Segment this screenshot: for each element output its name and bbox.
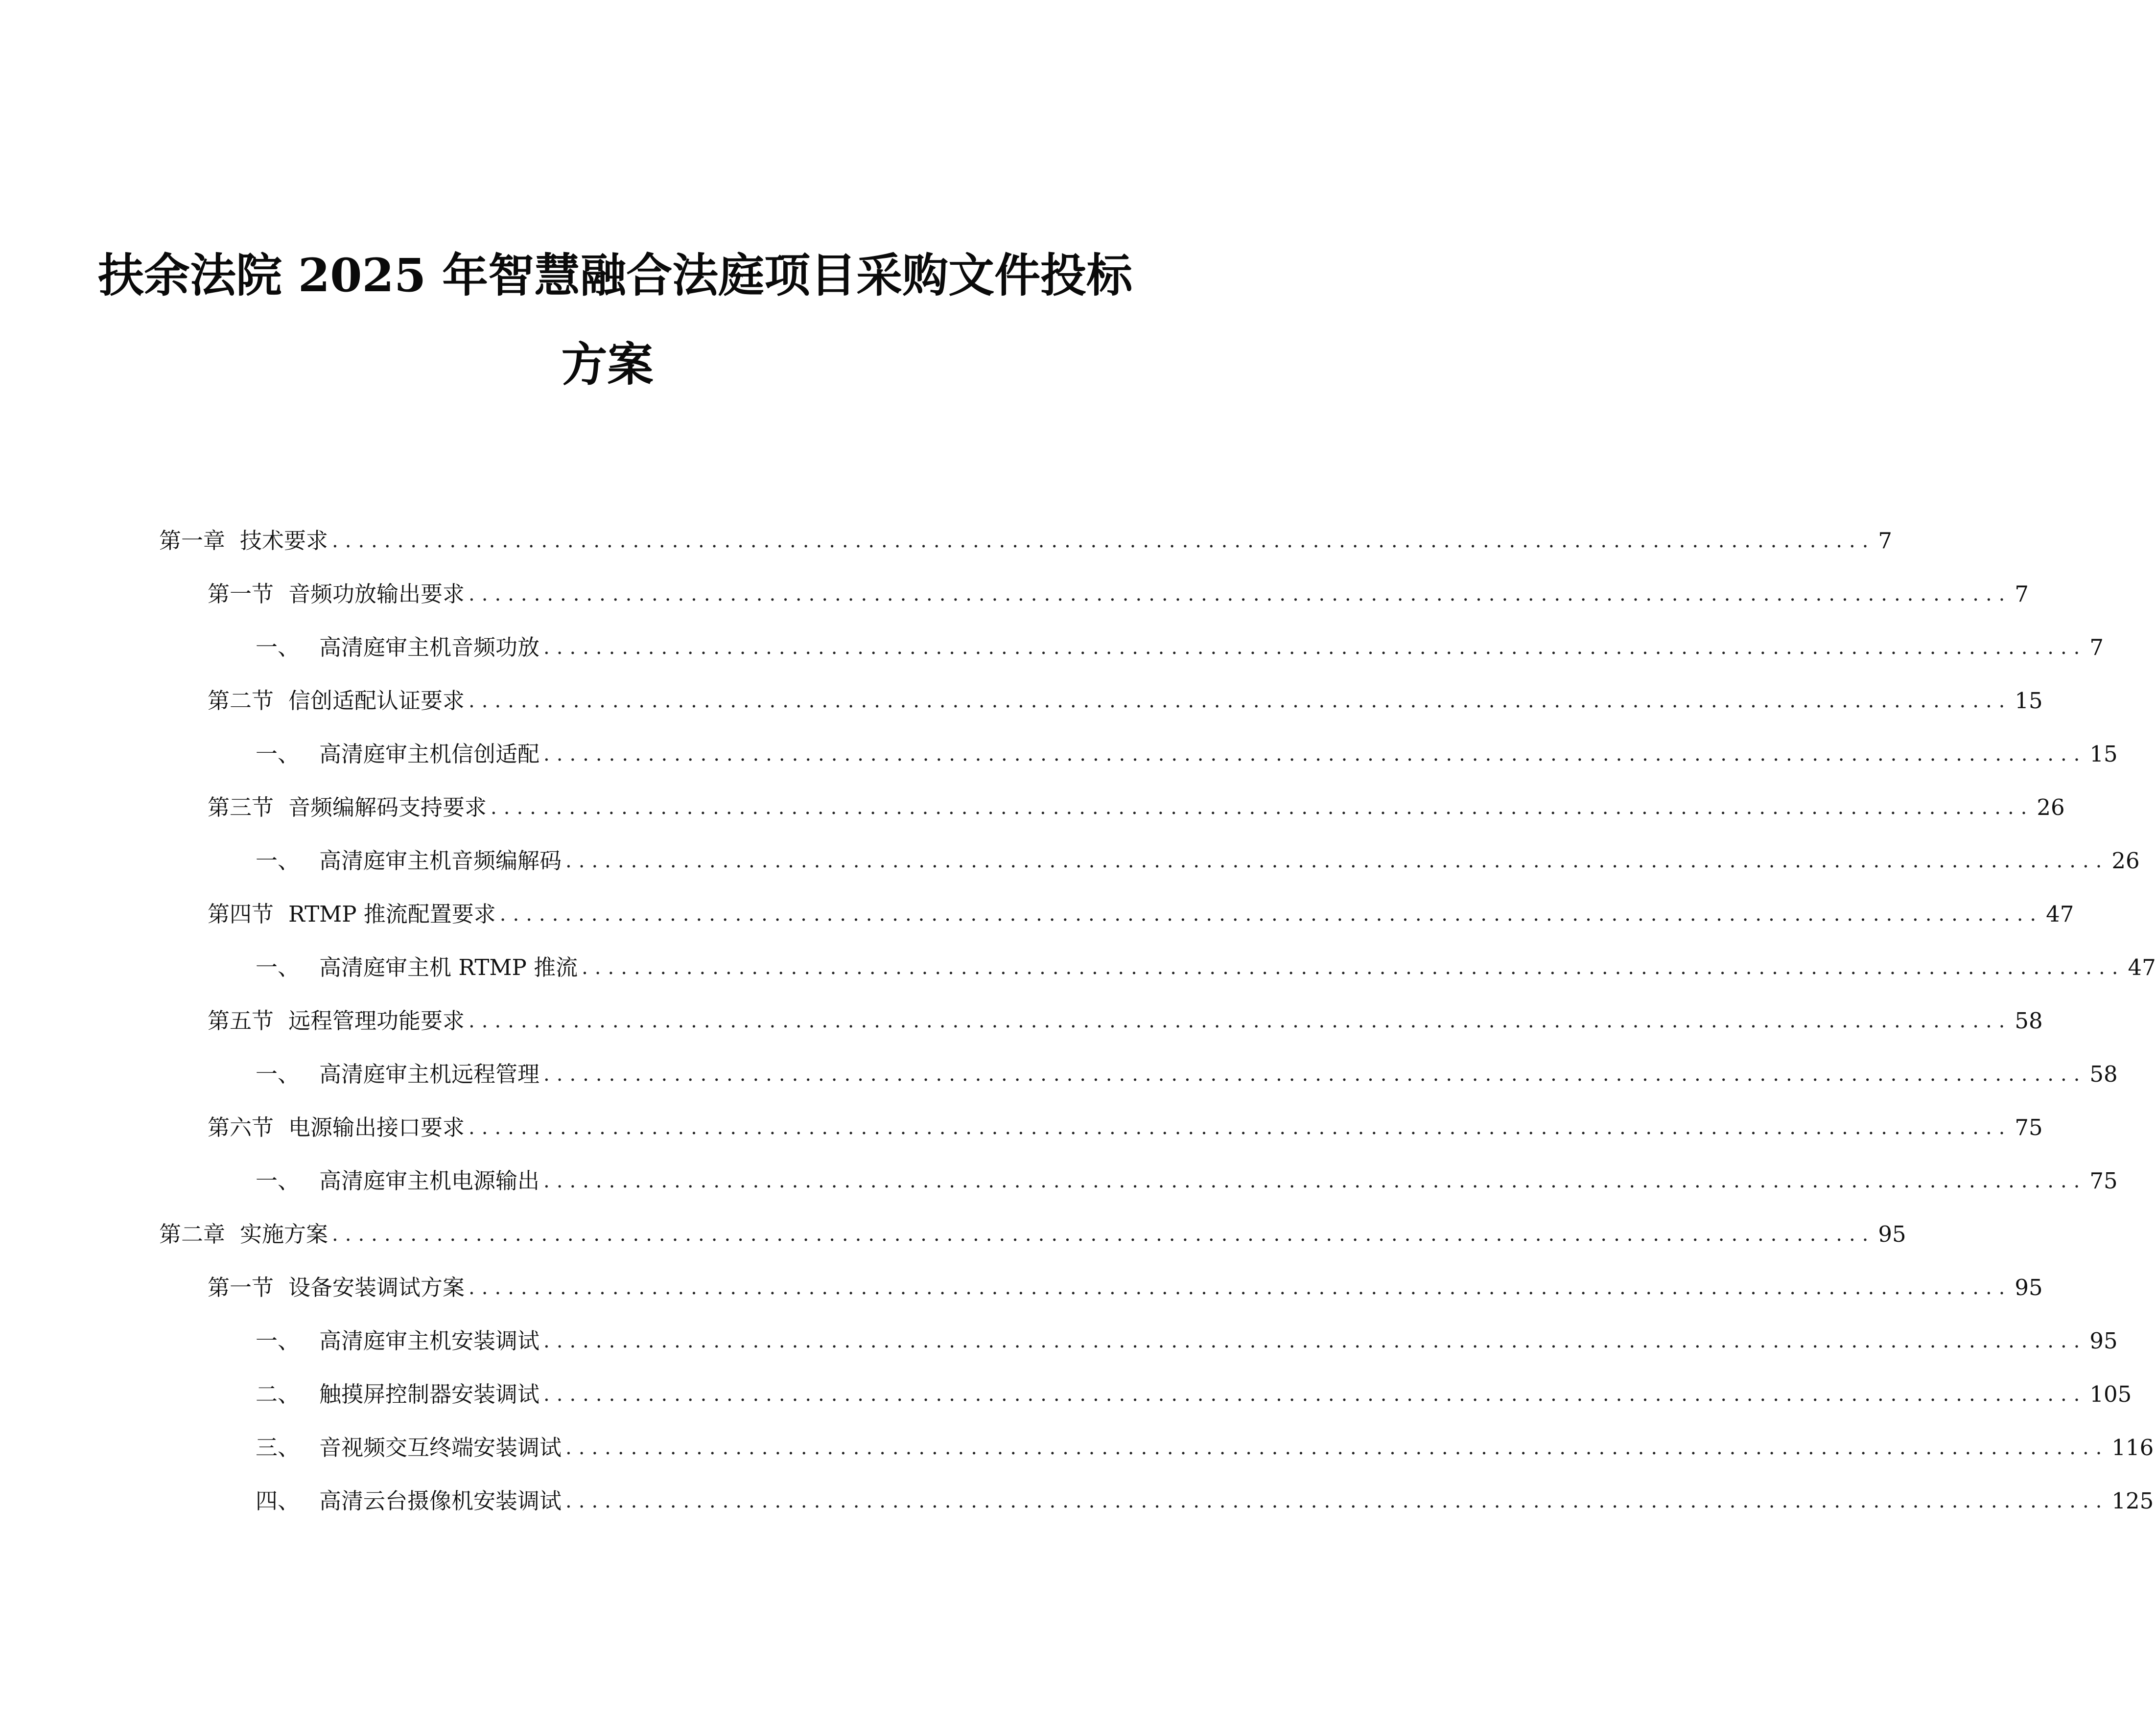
toc-entry[interactable] bbox=[208, 1004, 2043, 1038]
toc-leader-dots: ...................................................................................................................... bbox=[565, 1490, 2109, 1512]
toc-entry[interactable] bbox=[159, 1217, 1906, 1252]
toc-leader-dots: ...................................................................................................................... bbox=[565, 1437, 2109, 1459]
toc-entry-text: 触摸屏控制器安装调试 bbox=[319, 1381, 540, 1407]
toc-page-number: 26 bbox=[2037, 794, 2065, 820]
toc-entry[interactable] bbox=[256, 1431, 2154, 1465]
toc-entry-label bbox=[256, 1431, 565, 1465]
toc-entry-number: 第六节 bbox=[208, 1114, 274, 1140]
toc-entry[interactable] bbox=[256, 1324, 2118, 1358]
toc-page-number: 58 bbox=[2089, 1061, 2118, 1087]
toc-entry-number: 一、 bbox=[256, 1328, 300, 1354]
toc-entry-label bbox=[256, 1164, 543, 1198]
toc-entry[interactable] bbox=[256, 844, 2140, 878]
toc-leader-dots: ...................................................................................................................... bbox=[469, 690, 2012, 712]
toc-entry-text: 高清云台摄像机安装调试 bbox=[319, 1488, 562, 1514]
toc-entry[interactable] bbox=[256, 737, 2118, 771]
toc-entry-text: 音频功放输出要求 bbox=[288, 581, 465, 607]
toc-entry-number: 第一章 bbox=[159, 528, 226, 554]
toc-leader-dots: ...................................................................................................................... bbox=[543, 1170, 2087, 1192]
toc-entry-label bbox=[208, 1271, 469, 1305]
toc-entry[interactable] bbox=[208, 684, 2043, 718]
toc-leader-dots: ...................................................................................................................... bbox=[543, 1383, 2087, 1406]
toc-entry[interactable] bbox=[256, 951, 2156, 985]
toc-entry-text: 高清庭审主机音频编解码 bbox=[319, 848, 562, 874]
toc-page-number: 75 bbox=[2089, 1168, 2118, 1194]
toc-entry[interactable] bbox=[208, 790, 2065, 825]
toc-entry-number: 一、 bbox=[256, 741, 300, 767]
toc-leader-dots: ...................................................................................................................... bbox=[543, 636, 2087, 659]
toc-entry[interactable] bbox=[159, 524, 1893, 558]
toc-entry-label bbox=[159, 524, 332, 558]
toc-leader-dots: ...................................................................................................................... bbox=[469, 1010, 2012, 1032]
toc-leader-dots: ...................................................................................................................... bbox=[469, 1116, 2012, 1139]
toc-entry[interactable] bbox=[256, 1484, 2154, 1518]
toc-entry-label bbox=[256, 737, 543, 771]
toc-page-number: 7 bbox=[2089, 634, 2104, 660]
toc-entry[interactable] bbox=[256, 1164, 2118, 1198]
toc-entry-text: 电源输出接口要求 bbox=[288, 1114, 465, 1140]
toc-entry-label bbox=[208, 790, 491, 825]
toc-leader-dots: ...................................................................................................................... bbox=[582, 956, 2125, 979]
toc-page-number: 15 bbox=[2089, 741, 2118, 767]
toc-leader-dots: ...................................................................................................................... bbox=[332, 1223, 1875, 1246]
toc-entry-number: 一、 bbox=[256, 634, 300, 660]
toc-entry-number: 第二节 bbox=[208, 688, 274, 714]
toc-leader-dots: ...................................................................................................................... bbox=[469, 1276, 2012, 1299]
toc-page-number: 95 bbox=[2089, 1328, 2118, 1354]
toc-leader-dots: ...................................................................................................................... bbox=[491, 796, 2034, 819]
toc-entry-label bbox=[208, 577, 469, 611]
toc-entry-label bbox=[256, 630, 543, 665]
toc-entry-number: 第五节 bbox=[208, 1008, 274, 1034]
toc-entry-label bbox=[208, 897, 500, 931]
toc-page-number: 15 bbox=[2015, 688, 2043, 714]
toc-entry-text: RTMP 推流配置要求 bbox=[288, 901, 496, 927]
toc-entry[interactable] bbox=[256, 1057, 2118, 1091]
toc-entry-label bbox=[159, 1217, 332, 1252]
toc-entry[interactable] bbox=[256, 630, 2104, 665]
toc-leader-dots: ...................................................................................................................... bbox=[543, 1330, 2087, 1352]
toc-entry-label bbox=[208, 684, 469, 718]
toc-entry-text: 音频编解码支持要求 bbox=[288, 794, 487, 820]
toc-entry-number: 第三节 bbox=[208, 794, 274, 820]
toc-entry-number: 四、 bbox=[256, 1488, 300, 1514]
toc-entry-number: 第四节 bbox=[208, 901, 274, 927]
toc-entry-text: 高清庭审主机电源输出 bbox=[319, 1168, 540, 1194]
toc-entry[interactable] bbox=[256, 1377, 2132, 1412]
toc-entry-label bbox=[256, 1057, 543, 1091]
toc-leader-dots: ...................................................................................................................... bbox=[543, 1063, 2087, 1086]
toc-entry-text: 高清庭审主机信创适配 bbox=[319, 741, 540, 767]
toc-page-number: 95 bbox=[1878, 1221, 1906, 1247]
toc-entry-label bbox=[256, 951, 582, 985]
toc-leader-dots: ...................................................................................................................... bbox=[565, 850, 2109, 872]
toc-page-number: 75 bbox=[2015, 1114, 2043, 1140]
toc-page-number: 7 bbox=[2015, 581, 2029, 607]
toc-entry-text: 高清庭审主机安装调试 bbox=[319, 1328, 540, 1354]
toc-entry-text: 技术要求 bbox=[240, 528, 328, 554]
toc-page-number: 47 bbox=[2128, 954, 2156, 980]
document-title-line-1: 扶余法院 2025 年智慧融合法庭项目采购文件投标 bbox=[98, 249, 1133, 302]
toc-entry-label bbox=[256, 1324, 543, 1358]
toc-page-number: 105 bbox=[2089, 1381, 2132, 1407]
toc-entry-label bbox=[208, 1111, 469, 1145]
toc-entry-number: 一、 bbox=[256, 1061, 300, 1087]
toc-entry-text: 音视频交互终端安装调试 bbox=[319, 1435, 562, 1461]
toc-entry[interactable] bbox=[208, 1111, 2043, 1145]
toc-entry-number: 一、 bbox=[256, 1168, 300, 1194]
toc-entry-text: 高清庭审主机音频功放 bbox=[319, 634, 540, 660]
toc-page-number: 7 bbox=[1878, 528, 1893, 554]
toc-entry-text: 信创适配认证要求 bbox=[288, 688, 465, 714]
toc-leader-dots: ...................................................................................................................... bbox=[543, 743, 2087, 766]
toc-entry[interactable] bbox=[208, 1271, 2043, 1305]
toc-entry-text: 高清庭审主机远程管理 bbox=[319, 1061, 540, 1087]
toc-entry-label bbox=[256, 844, 565, 878]
toc-page-number: 58 bbox=[2015, 1008, 2043, 1034]
toc-entry-text: 设备安装调试方案 bbox=[288, 1275, 465, 1300]
toc-page-number: 47 bbox=[2046, 901, 2074, 927]
toc-entry-text: 实施方案 bbox=[240, 1221, 328, 1247]
toc-entry-text: 远程管理功能要求 bbox=[288, 1008, 465, 1034]
toc-entry-number: 第一节 bbox=[208, 1275, 274, 1300]
toc-entry[interactable] bbox=[208, 577, 2029, 611]
toc-entry[interactable] bbox=[208, 897, 2074, 931]
toc-entry-text: 高清庭审主机 RTMP 推流 bbox=[319, 954, 578, 980]
toc-entry-label bbox=[208, 1004, 469, 1038]
toc-entry-number: 二、 bbox=[256, 1381, 300, 1407]
toc-page-number: 95 bbox=[2015, 1275, 2043, 1300]
toc-leader-dots: ...................................................................................................................... bbox=[332, 530, 1875, 552]
toc-entry-number: 三、 bbox=[256, 1435, 300, 1461]
toc-entry-number: 一、 bbox=[256, 954, 300, 980]
toc-leader-dots: ...................................................................................................................... bbox=[469, 583, 2012, 605]
toc-page-number: 26 bbox=[2111, 848, 2140, 874]
toc-entry-number: 第一节 bbox=[208, 581, 274, 607]
toc-entry-label bbox=[256, 1484, 565, 1518]
toc-entry-number: 一、 bbox=[256, 848, 300, 874]
toc-leader-dots: ...................................................................................................................... bbox=[499, 903, 2043, 926]
toc-entry-number: 第二章 bbox=[159, 1221, 226, 1247]
toc-page-number: 125 bbox=[2111, 1488, 2154, 1514]
document-title-line-2: 方案 bbox=[561, 338, 654, 392]
toc-entry-label bbox=[256, 1377, 543, 1412]
toc-page-number: 116 bbox=[2111, 1435, 2154, 1461]
